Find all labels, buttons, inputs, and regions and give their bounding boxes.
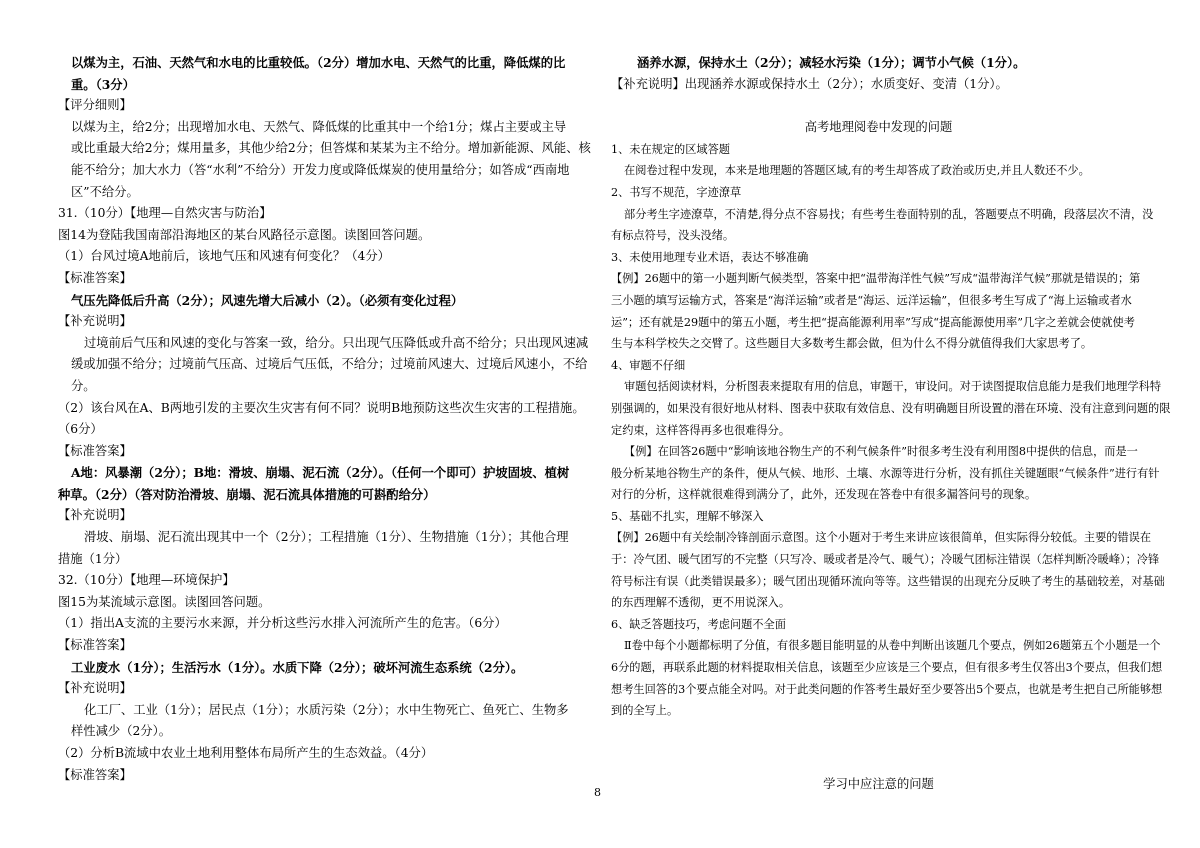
left-line: 【补充说明】 xyxy=(58,681,132,696)
right-body-line: 想考生回答的3个要点能全对吗。对于此类问题的作答考生最好至少要答出5个要点，也就是考生把自己所能够想 xyxy=(611,682,1163,696)
left-line: 【标准答案】 xyxy=(58,767,132,782)
left-line: （1）指出A支流的主要污水来源，并分析这些污水排入河流所产生的危害。（6分） xyxy=(58,616,507,631)
left-line: （2）该台风在A、B两地引发的主要次生灾害有何不同？说明B地预防这些次生灾害的工程措施。 xyxy=(58,400,585,415)
left-line: 以煤为主，给2分；出现增加水电、天然气、降低煤的比重其中一个给1分；煤占主要或主导 xyxy=(71,119,567,134)
right-body-line: Ⅱ卷中每个小题都标明了分值，有很多题目能明显的从卷中判断出该题几个要点，例如26题第五个小题是一个 xyxy=(624,639,1161,653)
right-body-line: 到的全写上。 xyxy=(611,704,679,718)
right-body-line: 于：冷气团、暖气团写的不完整（只写冷、暖或者是冷气、暖气）；冷暖气团标注错误（怎样判断冷暖峰）；冷锋 xyxy=(611,553,1160,567)
left-line: 样性减少（2分）。 xyxy=(71,724,172,739)
left-column xyxy=(58,52,593,786)
right-top-line: 涵养水源，保持水土（2分）；减轻水污染（1分）；调节小气候（1分）。 xyxy=(637,55,1026,70)
right-body-line: 般分析某地谷物生产的条件，便从气候、地形、土壤、水源等进行分析，没有抓住关键题眼“气候条件”进行有针 xyxy=(611,466,1160,480)
right-body-line: 生与本科学校失之交臂了。这些题目大多数考生都会做，但为什么不得分就值得我们大家思考了。 xyxy=(611,337,1093,351)
right-body-line: 在阅卷过程中发现，本来是地理题的答题区域,有的考生却答成了政治或历史,并且人数还不少。 xyxy=(624,164,1090,178)
left-line: 缓或加强不给分；过境前气压高、过境后气压低，不给分；过境前风速大、过境后风速小，不给 xyxy=(71,357,588,372)
left-line: 种草。（2分）（答对防治滑坡、崩塌、泥石流具体措施的可斟酌给分） xyxy=(58,486,436,502)
left-line: 【补充说明】 xyxy=(58,314,132,329)
section-title-study-notes: 学习中应注意的问题 xyxy=(823,776,934,791)
right-body-line: 有标点符号，没头没绪。 xyxy=(611,229,735,243)
right-body-line: 定约束，这样答得再多也很难得分。 xyxy=(611,423,791,437)
right-body-line: 运”；还有就是29题中的第五小题，考生把“提高能源利用率”写成“提高能源使用率”几字之差就会使就使考 xyxy=(611,315,1135,329)
right-body-line: 4、审题不仔细 xyxy=(611,358,686,372)
right-body-line: 符号标注有误（此类错误最多）；暖气团出现循环流向等等。这些错误的出现充分反映了考生的基础较差，对基础 xyxy=(611,574,1165,588)
left-line: 图14为登陆我国南部沿海地区的某台风路径示意图。读图回答问题。 xyxy=(58,227,431,242)
right-body-line: 三小题的填写运输方式，答案是“海洋运输”或者是“海运、远洋运输”，但很多考生写成了“海上运输或者水 xyxy=(611,293,1132,307)
left-line: 图15为某流域示意图。读图回答问题。 xyxy=(58,594,271,609)
right-body-line: 3、未使用地理专业术语，表达不够准确 xyxy=(611,250,809,264)
right-column xyxy=(611,52,1171,795)
left-line: 【标准答案】 xyxy=(58,638,132,653)
left-line: 【标准答案】 xyxy=(58,270,132,285)
page-number: 8 xyxy=(594,786,601,799)
left-line: （2）分析B流域中农业土地利用整体布局所产生的生态效益。（4分） xyxy=(58,746,434,760)
right-body-line: 5、基础不扎实，理解不够深入 xyxy=(611,509,764,523)
left-line: 【评分细则】 xyxy=(58,98,132,113)
right-body-line: 的东西理解不透彻，更不用说深入。 xyxy=(611,596,791,610)
left-line: 【标准答案】 xyxy=(58,443,132,458)
right-body-line: 【例】在回答26题中“影响该地谷物生产的不利气候条件”时很多考生没有利用图8中提供的信息，而是一 xyxy=(624,445,1138,459)
left-line: （6分） xyxy=(58,422,103,437)
section-title-problems: 高考地理阅卷中发现的问题 xyxy=(804,120,953,135)
right-body-line: 6分的题，再联系此题的材料提取相关信息，该题至少应该是三个要点，但有很多考生仅答出3个要点，但我们想 xyxy=(611,661,1163,675)
right-answer-continuation xyxy=(611,52,1146,95)
left-line: 能不给分；加大水力（答“水利”不给分）开发力度或降低煤炭的使用量给分；如答成“西南地 xyxy=(71,162,570,177)
left-line: 或比重最大给2分；煤用量多，其他少给2分；但答煤和某某为主不给分。增加新能源、风能、核 xyxy=(71,141,591,156)
right-body-line: 部分考生字迹潦草，不清楚,得分点不容易找；有些考生卷面特别的乱，答题要点不明确，段落层次不清，没 xyxy=(624,207,1154,221)
problems-list xyxy=(611,139,1171,722)
left-line: （1）台风过境A地前后，该地气压和风速有何变化？（4分） xyxy=(58,249,390,264)
left-line: 滑坡、崩塌、泥石流出现其中一个（2分）；工程措施（1分）、生物措施（1分）；其他合理 xyxy=(84,530,569,545)
left-line: 31.（10分）【地理—自然灾害与防治】 xyxy=(58,206,272,221)
right-body-line: 6、缺乏答题技巧，考虑问题不全面 xyxy=(611,617,786,631)
left-line: 工业废水（1分）；生活污水（1分）。水质下降（2分）；破坏河流生态系统（2分）。 xyxy=(71,659,524,675)
left-line: 以煤为主，石油、天然气和水电的比重较低。（2分）增加水电、天然气的比重，降低煤的比 xyxy=(71,55,566,70)
left-line: 【补充说明】 xyxy=(58,508,132,523)
left-line: 过境前后气压和风速的变化与答案一致，给分。只出现气压降低或升高不给分；只出现风速减 xyxy=(84,335,589,350)
right-body-line: 【例】26题中有关绘制冷锋剖面示意图。这个小题对于考生来讲应该很简单，但实际得分较低。主要的错误在 xyxy=(611,531,1152,545)
right-body-line: 对行的分析，这样就很难得到满分了，此外，还发现在答卷中有很多漏答问号的现象。 xyxy=(611,488,1037,502)
right-body-line: 【例】26题中的第一小题判断气候类型，答案中把“温带海洋性气候”写成“温带海洋气候”那就是错误的；第 xyxy=(611,272,1141,286)
right-body-line: 2、书写不规范，字迹潦草 xyxy=(611,185,742,199)
left-line: 气压先降低后升高（2分）；风速先增大后减小（2）。（必须有变化过程） xyxy=(71,292,464,308)
right-top-line: 【补充说明】出现涵养水源或保持水土（2分）；水质变好、变清（1分）。 xyxy=(611,76,1008,91)
left-line: 重。（3分） xyxy=(71,76,135,92)
left-line: 化工厂、工业（1分）；居民点（1分）；水质污染（2分）；水中生物死亡、鱼死亡、生物多 xyxy=(84,702,569,717)
right-body-line: 审题包括阅读材料，分析图表来提取有用的信息，审题干，审设问。对于读图提取信息能力是我们地理学科特 xyxy=(624,380,1162,394)
left-line: 措施（1分） xyxy=(58,551,128,566)
right-body-line: 1、未在规定的区域答题 xyxy=(611,142,730,156)
right-body-line: 别强调的，如果没有很好地从材料、图表中获取有效信息、没有明确题目所设置的潜在环境、没有注意到问题的限 xyxy=(611,401,1171,415)
left-line: A地：风暴潮（2分）；B地：滑坡、崩塌、泥石流（2分）。（任何一个即可）护坡固坡、植树 xyxy=(71,465,570,481)
left-line: 分。 xyxy=(71,378,96,393)
left-line: 区”不给分。 xyxy=(71,184,139,199)
left-line: 32.（10分）【地理—环境保护】 xyxy=(58,573,235,588)
